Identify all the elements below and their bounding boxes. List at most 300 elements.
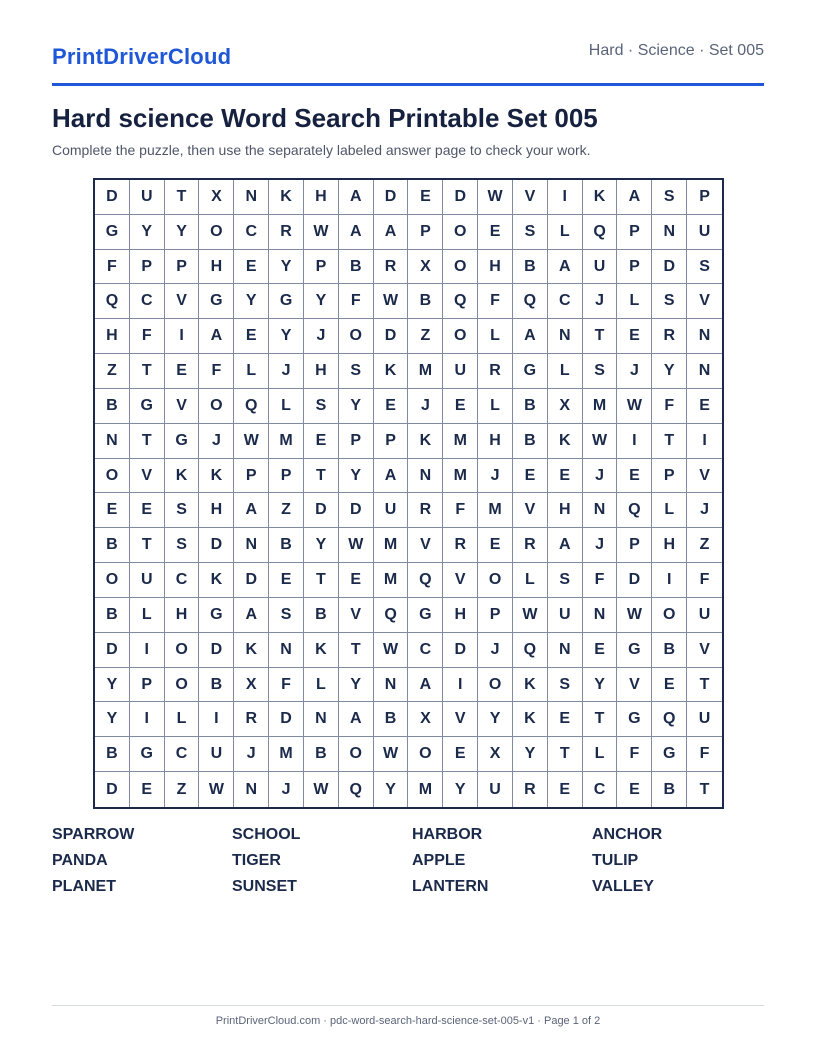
grid-cell: A xyxy=(548,250,583,285)
grid-cell: E xyxy=(408,180,443,215)
grid-cell: O xyxy=(478,563,513,598)
grid-cell: F xyxy=(199,354,234,389)
grid-cell: P xyxy=(234,459,269,494)
grid-cell: S xyxy=(304,389,339,424)
grid-cell: E xyxy=(165,354,200,389)
grid-cell: Z xyxy=(687,528,722,563)
grid-cell: I xyxy=(130,633,165,668)
grid-cell: Q xyxy=(583,215,618,250)
grid-cell: I xyxy=(443,668,478,703)
grid-cell: M xyxy=(269,424,304,459)
grid-cell: Y xyxy=(374,772,409,807)
grid-cell: N xyxy=(304,702,339,737)
grid-cell: V xyxy=(165,389,200,424)
grid-cell: K xyxy=(513,702,548,737)
word-list-item: VALLEY xyxy=(592,878,654,895)
grid-cell: V xyxy=(687,633,722,668)
grid-cell: Y xyxy=(95,668,130,703)
grid-cell: U xyxy=(583,250,618,285)
grid-cell: C xyxy=(408,633,443,668)
grid-cell: E xyxy=(269,563,304,598)
grid-cell: G xyxy=(165,424,200,459)
grid-cell: Y xyxy=(443,772,478,807)
grid-cell: S xyxy=(548,668,583,703)
grid-cell: H xyxy=(443,598,478,633)
grid-cell: D xyxy=(443,633,478,668)
grid-cell: W xyxy=(478,180,513,215)
grid-cell: J xyxy=(269,772,304,807)
grid-cell: X xyxy=(234,668,269,703)
grid-cell: A xyxy=(199,319,234,354)
grid-cell: V xyxy=(687,284,722,319)
grid-cell: G xyxy=(617,633,652,668)
grid-cell: E xyxy=(652,668,687,703)
grid-cell: D xyxy=(443,180,478,215)
grid-cell: L xyxy=(548,354,583,389)
grid-cell: Y xyxy=(165,215,200,250)
grid-cell: L xyxy=(478,319,513,354)
grid-cell: I xyxy=(617,424,652,459)
grid-cell: T xyxy=(548,737,583,772)
grid-cell: R xyxy=(443,528,478,563)
grid-cell: B xyxy=(513,424,548,459)
grid-cell: W xyxy=(304,215,339,250)
grid-cell: T xyxy=(339,633,374,668)
grid-cell: T xyxy=(130,424,165,459)
grid-cell: F xyxy=(687,737,722,772)
grid-cell: T xyxy=(304,563,339,598)
grid-cell: O xyxy=(95,563,130,598)
grid-cell: P xyxy=(478,598,513,633)
grid-cell: S xyxy=(513,215,548,250)
grid-cell: S xyxy=(165,493,200,528)
word-list-item: ANCHOR xyxy=(592,826,663,843)
page-footer: PrintDriverCloud.com · pdc-word-search-hard-science-set-005-v1 · Page 1 of 2 xyxy=(215,1015,601,1027)
grid-cell: K xyxy=(304,633,339,668)
grid-cell: N xyxy=(548,633,583,668)
grid-cell: L xyxy=(617,284,652,319)
word-search-grid xyxy=(93,178,724,809)
grid-cell: B xyxy=(513,250,548,285)
grid-cell: P xyxy=(617,528,652,563)
grid-cell: H xyxy=(165,598,200,633)
grid-cell: J xyxy=(304,319,339,354)
grid-cell: T xyxy=(687,668,722,703)
word-list-item: APPLE xyxy=(412,852,466,869)
grid-cell: L xyxy=(478,389,513,424)
grid-cell: E xyxy=(583,633,618,668)
word-list-item: SUNSET xyxy=(232,878,297,895)
grid-cell: N xyxy=(408,459,443,494)
grid-cell: E xyxy=(443,737,478,772)
grid-cell: E xyxy=(687,389,722,424)
grid-cell: U xyxy=(443,354,478,389)
grid-cell: G xyxy=(95,215,130,250)
grid-cell: B xyxy=(95,737,130,772)
grid-cell: S xyxy=(269,598,304,633)
grid-cell: I xyxy=(130,702,165,737)
grid-cell: V xyxy=(513,493,548,528)
grid-cell: N xyxy=(687,354,722,389)
grid-cell: P xyxy=(339,424,374,459)
grid-cell: T xyxy=(130,354,165,389)
grid-cell: D xyxy=(199,633,234,668)
grid-cell: Y xyxy=(583,668,618,703)
grid-cell: L xyxy=(165,702,200,737)
grid-cell: Y xyxy=(304,528,339,563)
grid-cell: O xyxy=(199,215,234,250)
grid-cell: F xyxy=(130,319,165,354)
grid-cell: M xyxy=(374,528,409,563)
grid-cell: G xyxy=(199,284,234,319)
grid-cell: G xyxy=(130,389,165,424)
grid-cell: N xyxy=(687,319,722,354)
breadcrumb-separator: · xyxy=(694,42,709,59)
grid-cell: P xyxy=(374,424,409,459)
breadcrumb-item: Hard xyxy=(588,42,624,59)
grid-cell: D xyxy=(95,772,130,807)
breadcrumb-item: Science xyxy=(637,42,695,59)
grid-cell: B xyxy=(652,633,687,668)
grid-cell: T xyxy=(583,319,618,354)
grid-cell: V xyxy=(408,528,443,563)
grid-cell: O xyxy=(339,737,374,772)
grid-cell: C xyxy=(130,284,165,319)
grid-cell: E xyxy=(443,389,478,424)
grid-cell: P xyxy=(617,250,652,285)
grid-cell: T xyxy=(304,459,339,494)
grid-cell: A xyxy=(548,528,583,563)
grid-cell: Q xyxy=(513,633,548,668)
grid-cell: R xyxy=(374,250,409,285)
grid-cell: D xyxy=(199,528,234,563)
grid-cell: A xyxy=(234,598,269,633)
grid-cell: J xyxy=(617,354,652,389)
grid-cell: G xyxy=(130,737,165,772)
grid-cell: Q xyxy=(513,284,548,319)
grid-cell: B xyxy=(95,598,130,633)
grid-cell: W xyxy=(583,424,618,459)
grid-cell: E xyxy=(339,563,374,598)
grid-cell: W xyxy=(513,598,548,633)
grid-cell: L xyxy=(304,668,339,703)
grid-cell: C xyxy=(583,772,618,807)
grid-cell: W xyxy=(199,772,234,807)
grid-cell: Z xyxy=(408,319,443,354)
grid-cell: G xyxy=(199,598,234,633)
grid-cell: J xyxy=(583,528,618,563)
word-list-item: TIGER xyxy=(232,852,281,869)
grid-cell: R xyxy=(269,215,304,250)
grid-cell: P xyxy=(269,459,304,494)
grid-cell: J xyxy=(478,633,513,668)
breadcrumb-item: Set 005 xyxy=(708,42,764,59)
grid-cell: P xyxy=(304,250,339,285)
grid-cell: J xyxy=(478,459,513,494)
grid-cell: R xyxy=(478,354,513,389)
grid-cell: Y xyxy=(478,702,513,737)
grid-cell: S xyxy=(652,284,687,319)
grid-cell: B xyxy=(513,389,548,424)
grid-cell: N xyxy=(652,215,687,250)
grid-cell: U xyxy=(687,598,722,633)
grid-cell: V xyxy=(513,180,548,215)
grid-cell: U xyxy=(687,215,722,250)
grid-cell: U xyxy=(130,180,165,215)
grid-cell: F xyxy=(478,284,513,319)
grid-cell: E xyxy=(548,702,583,737)
grid-cell: Q xyxy=(408,563,443,598)
grid-cell: Q xyxy=(617,493,652,528)
grid-cell: X xyxy=(478,737,513,772)
grid-cell: B xyxy=(408,284,443,319)
grid-cell: J xyxy=(408,389,443,424)
grid-cell: B xyxy=(304,598,339,633)
grid-cell: B xyxy=(269,528,304,563)
grid-cell: F xyxy=(443,493,478,528)
grid-cell: S xyxy=(652,180,687,215)
grid-cell: B xyxy=(304,737,339,772)
grid-cell: L xyxy=(583,737,618,772)
grid-cell: T xyxy=(165,180,200,215)
grid-cell: N xyxy=(234,180,269,215)
grid-cell: K xyxy=(165,459,200,494)
grid-cell: D xyxy=(617,563,652,598)
grid-cell: G xyxy=(513,354,548,389)
grid-cell: J xyxy=(269,354,304,389)
grid-cell: J xyxy=(583,459,618,494)
grid-cell: A xyxy=(513,319,548,354)
grid-cell: H xyxy=(478,250,513,285)
grid-cell: F xyxy=(269,668,304,703)
grid-cell: Q xyxy=(234,389,269,424)
grid-cell: G xyxy=(408,598,443,633)
word-list-item: SPARROW xyxy=(52,826,135,843)
grid-cell: H xyxy=(652,528,687,563)
grid-cell: U xyxy=(374,493,409,528)
grid-cell: A xyxy=(234,493,269,528)
grid-cell: K xyxy=(513,668,548,703)
grid-cell: P xyxy=(617,215,652,250)
grid-cell: V xyxy=(130,459,165,494)
grid-cell: S xyxy=(339,354,374,389)
grid-cell: E xyxy=(617,319,652,354)
grid-cell: O xyxy=(199,389,234,424)
grid-cell: V xyxy=(443,702,478,737)
grid-cell: Q xyxy=(339,772,374,807)
grid-cell: Y xyxy=(269,250,304,285)
grid-cell: X xyxy=(548,389,583,424)
grid-cell: M xyxy=(443,424,478,459)
grid-cell: F xyxy=(339,284,374,319)
grid-cell: O xyxy=(443,250,478,285)
grid-cell: F xyxy=(583,563,618,598)
grid-cell: C xyxy=(234,215,269,250)
grid-cell: D xyxy=(304,493,339,528)
grid-cell: A xyxy=(339,215,374,250)
grid-cell: K xyxy=(269,180,304,215)
grid-cell: P xyxy=(165,250,200,285)
grid-cell: O xyxy=(165,668,200,703)
grid-cell: A xyxy=(339,702,374,737)
grid-cell: U xyxy=(548,598,583,633)
grid-cell: I xyxy=(548,180,583,215)
grid-cell: T xyxy=(699,780,710,798)
grid-cell: H xyxy=(199,493,234,528)
grid-cell: L xyxy=(234,354,269,389)
grid-cell: T xyxy=(652,424,687,459)
grid-cell: R xyxy=(408,493,443,528)
grid-cell: N xyxy=(374,668,409,703)
grid-cell: W xyxy=(374,633,409,668)
grid-cell: E xyxy=(548,459,583,494)
grid-cell: M xyxy=(269,737,304,772)
grid-cell: A xyxy=(374,215,409,250)
grid-cell: M xyxy=(408,772,443,807)
grid-cell: Z xyxy=(95,354,130,389)
grid-cell: V xyxy=(443,563,478,598)
grid-cell: P xyxy=(130,668,165,703)
grid-cell: E xyxy=(513,459,548,494)
word-list-item: PLANET xyxy=(52,878,116,895)
grid-cell: Y xyxy=(130,215,165,250)
grid-cell: U xyxy=(199,737,234,772)
grid-cell: Y xyxy=(339,389,374,424)
grid-cell: J xyxy=(234,737,269,772)
grid-cell: L xyxy=(130,598,165,633)
grid-cell: Y xyxy=(339,668,374,703)
grid-cell: M xyxy=(443,459,478,494)
grid-cell: X xyxy=(408,250,443,285)
grid-cell: R xyxy=(652,319,687,354)
grid-cell: L xyxy=(548,215,583,250)
grid-cell: B xyxy=(652,772,687,807)
grid-cell: J xyxy=(583,284,618,319)
breadcrumb xyxy=(589,42,764,60)
grid-cell: E xyxy=(304,424,339,459)
grid-cell: F xyxy=(95,250,130,285)
grid-cell: J xyxy=(687,493,722,528)
grid-cell: N xyxy=(548,319,583,354)
grid-cell: E xyxy=(617,772,652,807)
grid-cell: F xyxy=(652,389,687,424)
grid-cell: E xyxy=(478,215,513,250)
grid-cell: S xyxy=(583,354,618,389)
grid-cell: V xyxy=(687,459,722,494)
grid-cell: V xyxy=(617,668,652,703)
page-subtitle: Complete the puzzle, then use the separately labeled answer page to check your work. xyxy=(52,142,591,158)
grid-cell: U xyxy=(478,772,513,807)
grid-cell: D xyxy=(95,633,130,668)
word-list-item: LANTERN xyxy=(412,878,489,895)
grid-cell: I xyxy=(199,702,234,737)
grid-cell: K xyxy=(583,180,618,215)
grid-cell: N xyxy=(234,528,269,563)
grid-cell: L xyxy=(513,563,548,598)
footer-divider xyxy=(52,1005,764,1006)
grid-cell: N xyxy=(234,772,269,807)
grid-cell: H xyxy=(95,319,130,354)
grid-cell: D xyxy=(374,319,409,354)
grid-cell: D xyxy=(269,702,304,737)
grid-cell: L xyxy=(652,493,687,528)
grid-cell: O xyxy=(95,459,130,494)
grid-cell: O xyxy=(443,319,478,354)
grid-cell: O xyxy=(408,737,443,772)
grid-cell: P xyxy=(652,459,687,494)
grid-cell: K xyxy=(199,459,234,494)
grid-cell: I xyxy=(687,424,722,459)
grid-cell: K xyxy=(548,424,583,459)
grid-cell: E xyxy=(617,459,652,494)
grid-cell: V xyxy=(339,598,374,633)
grid-cell: E xyxy=(130,493,165,528)
grid-cell: W xyxy=(304,772,339,807)
grid-cell: M xyxy=(478,493,513,528)
grid-cell: K xyxy=(374,354,409,389)
grid-cell: N xyxy=(95,424,130,459)
word-list-item: HARBOR xyxy=(412,826,483,843)
grid-cell: W xyxy=(374,284,409,319)
grid-cell: R xyxy=(513,528,548,563)
grid-cell: S xyxy=(687,250,722,285)
grid-cell: W xyxy=(617,389,652,424)
grid-cell: P xyxy=(687,180,722,215)
grid-cell: J xyxy=(199,424,234,459)
grid-cell: I xyxy=(165,319,200,354)
grid-cell: C xyxy=(165,563,200,598)
grid-cell: D xyxy=(234,563,269,598)
grid-cell: R xyxy=(234,702,269,737)
grid-cell: M xyxy=(583,389,618,424)
grid-cell: D xyxy=(652,250,687,285)
grid-cell: W xyxy=(339,528,374,563)
grid-cell: G xyxy=(617,702,652,737)
grid-cell: G xyxy=(652,737,687,772)
grid-cell: E xyxy=(548,772,583,807)
grid-cell: B xyxy=(374,702,409,737)
grid-cell: G xyxy=(269,284,304,319)
grid-cell: B xyxy=(199,668,234,703)
grid-cell: Y xyxy=(95,702,130,737)
grid-cell: O xyxy=(478,668,513,703)
grid-cell: U xyxy=(687,702,722,737)
grid-cell: W xyxy=(374,737,409,772)
grid-cell: D xyxy=(374,180,409,215)
grid-cell: E xyxy=(374,389,409,424)
grid-cell: T xyxy=(583,702,618,737)
grid-cell: H xyxy=(304,354,339,389)
grid-cell: H xyxy=(548,493,583,528)
grid-cell: N xyxy=(269,633,304,668)
grid-cell: D xyxy=(339,493,374,528)
grid-cell: P xyxy=(408,215,443,250)
grid-cell: X xyxy=(408,702,443,737)
grid-cell: E xyxy=(234,250,269,285)
grid-cell: C xyxy=(548,284,583,319)
grid-cell: Y xyxy=(652,354,687,389)
grid-cell: B xyxy=(339,250,374,285)
brand-logo-text: PrintDriverCloud xyxy=(52,44,232,69)
grid-cell: N xyxy=(583,493,618,528)
grid-cell: M xyxy=(408,354,443,389)
grid-cell: O xyxy=(443,215,478,250)
header-divider xyxy=(52,83,764,86)
word-list-item: TULIP xyxy=(592,852,639,869)
breadcrumb-separator: · xyxy=(623,42,638,59)
grid-cell: I xyxy=(652,563,687,598)
grid-cell: T xyxy=(130,528,165,563)
